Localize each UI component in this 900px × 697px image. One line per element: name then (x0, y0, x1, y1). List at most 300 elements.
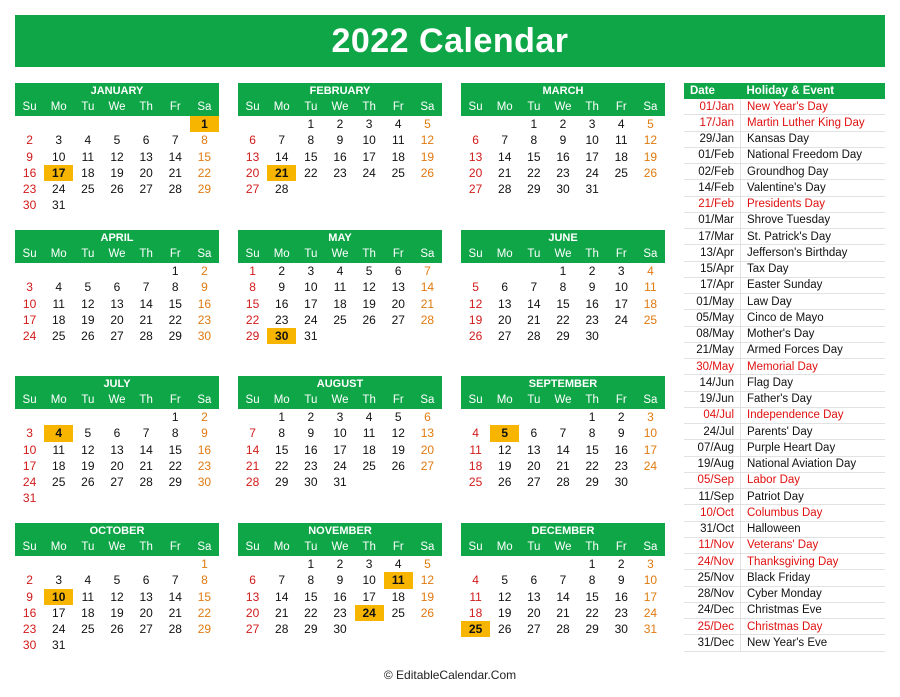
day-cell: 15 (168, 442, 182, 457)
week-row (461, 474, 665, 490)
day-cell: 12 (391, 426, 405, 441)
weekday-label: Fr (169, 248, 181, 260)
day-cell: 25 (614, 165, 628, 180)
day-cell: 22 (585, 458, 599, 473)
week-row (461, 409, 665, 425)
weekday-label: Tu (304, 101, 318, 113)
day-cell: 22 (197, 605, 212, 620)
day-cell: 21 (168, 605, 182, 620)
holiday-row (684, 537, 885, 553)
holiday-name: National Aviation Day (741, 456, 886, 472)
weekday-label: Th (585, 101, 599, 113)
week-row (238, 296, 442, 312)
day-cell: 16 (197, 296, 212, 311)
empty-day-cell (161, 556, 190, 572)
week-row (238, 409, 442, 425)
holiday-date: 14/Feb (684, 180, 741, 196)
day-cell: 6 (472, 133, 479, 148)
day-cell: 25 (391, 605, 405, 620)
day-cell: 30 (22, 198, 37, 213)
day-cell: 19 (110, 165, 124, 180)
day-cell: 24 (52, 182, 66, 197)
holiday-date: 05/May (684, 310, 741, 326)
empty-day-cell (44, 263, 73, 279)
holiday-row (684, 310, 885, 326)
month-name: OCTOBER (15, 523, 219, 539)
week-row (461, 165, 665, 181)
day-cell: 3 (26, 426, 33, 441)
empty-day-cell (102, 556, 131, 572)
holiday-name: Armed Forces Day (741, 342, 886, 358)
empty-day-cell (44, 409, 73, 425)
day-cell: 19 (420, 589, 435, 604)
day-cell: 5 (365, 264, 373, 278)
month-may (238, 230, 442, 344)
empty-day-cell (461, 263, 490, 279)
empty-day-cell (15, 409, 44, 425)
day-cell: 17 (362, 149, 376, 164)
weekday-label: Sa (420, 101, 435, 113)
day-cell: 8 (559, 280, 567, 295)
day-cell: 7 (424, 264, 431, 278)
day-cell: 29 (556, 329, 570, 344)
empty-day-cell (44, 556, 73, 572)
holiday-row (684, 115, 885, 131)
day-cell: 14 (139, 296, 153, 311)
day-cell: 13 (245, 149, 260, 164)
holiday-date: 04/Jul (684, 407, 741, 423)
day-cell: 26 (498, 475, 512, 490)
day-cell: 14 (245, 442, 260, 457)
week-row (461, 589, 665, 605)
day-cell: 16 (333, 149, 347, 164)
weekday-label: Sa (420, 541, 435, 553)
day-cell: 13 (139, 589, 153, 604)
day-cell: 2 (26, 573, 33, 588)
empty-day-cell (355, 181, 384, 197)
empty-day-cell (519, 556, 548, 572)
day-cell: 3 (55, 573, 63, 588)
holiday-name: St. Patrick's Day (741, 229, 886, 245)
month-name: JULY (15, 376, 219, 392)
weekday-label: Sa (643, 394, 658, 406)
day-cell: 26 (391, 458, 405, 473)
day-cell: 24 (614, 312, 628, 327)
month-march (461, 83, 665, 197)
weekday-label: Su (468, 541, 483, 553)
weekday-label: Su (468, 248, 483, 260)
day-cell: 1 (171, 410, 179, 424)
day-cell: 27 (468, 182, 483, 197)
holiday-date: 19/Jun (684, 391, 741, 407)
day-cell: 10 (52, 149, 66, 164)
day-cell: 4 (617, 117, 625, 131)
holiday-name: Parents' Day (741, 424, 886, 440)
month-september (461, 376, 665, 490)
day-cell: 13 (498, 296, 512, 311)
day-cell: 23 (614, 458, 628, 473)
day-cell: 15 (556, 296, 570, 311)
day-cell: 29 (304, 622, 318, 637)
empty-day-cell (132, 556, 161, 572)
holiday-row (684, 424, 885, 440)
day-cell: 18 (391, 149, 405, 164)
day-cell: 1 (588, 557, 596, 571)
day-cell: 21 (168, 165, 182, 180)
weekday-label: Tu (527, 101, 541, 113)
holiday-row (684, 635, 885, 651)
holiday-name: Martin Luther King Day (741, 115, 886, 131)
day-cell: 5 (647, 117, 654, 131)
day-cell: 5 (472, 280, 479, 295)
day-cell: 6 (249, 573, 256, 588)
week-row (238, 589, 442, 605)
holiday-table-header (684, 83, 885, 99)
week-row (238, 425, 442, 441)
day-cell: 3 (55, 133, 63, 148)
holiday-row (684, 326, 885, 342)
day-cell: 29 (585, 475, 599, 490)
day-cell: 2 (617, 410, 625, 424)
empty-day-cell (384, 328, 413, 344)
weekday-header (15, 246, 219, 263)
day-cell: 23 (556, 165, 570, 180)
holiday-date: 17/Apr (684, 277, 741, 293)
week-row (15, 605, 219, 621)
holiday-date: 24/Jul (684, 424, 741, 440)
empty-day-cell (102, 116, 131, 132)
holiday-date: 01/Jan (684, 99, 741, 115)
day-cell: 8 (201, 133, 208, 148)
day-cell: 31 (52, 638, 66, 653)
day-cell: 23 (333, 605, 347, 620)
day-cell: 17 (22, 458, 37, 473)
holiday-row (684, 391, 885, 407)
weekday-label: We (554, 248, 572, 260)
day-cell: 29 (197, 622, 212, 637)
day-cell: 16 (333, 589, 347, 604)
day-cell: 13 (139, 149, 153, 164)
weekday-label: We (108, 248, 126, 260)
holiday-row (684, 619, 885, 635)
day-cell: 20 (139, 605, 153, 620)
day-cell: 11 (333, 280, 347, 295)
weekday-label: We (554, 541, 572, 553)
empty-day-cell (548, 409, 577, 425)
week-row (238, 605, 442, 621)
day-cell: 4 (365, 410, 373, 424)
week-row (238, 474, 442, 490)
day-cell: 30 (585, 329, 599, 344)
day-cell: 7 (142, 426, 150, 441)
day-cell: 7 (171, 133, 179, 148)
day-cell: 20 (527, 458, 541, 473)
holiday-date: 01/May (684, 294, 741, 310)
holiday-row (684, 212, 885, 228)
empty-day-cell (102, 409, 131, 425)
empty-day-cell (384, 474, 413, 490)
holiday-date: 24/Nov (684, 554, 741, 570)
weekday-label: We (554, 394, 572, 406)
empty-day-cell (161, 197, 190, 213)
page-title: 2022 Calendar (15, 15, 885, 67)
day-cell: 14 (527, 296, 541, 311)
day-cell: 28 (420, 312, 435, 327)
holiday-row (684, 245, 885, 261)
week-row (461, 605, 665, 621)
holiday-row (684, 570, 885, 586)
holiday-table (684, 83, 885, 652)
day-cell: 4 (472, 426, 479, 441)
day-cell: 12 (110, 149, 124, 164)
day-cell: 5 (424, 117, 431, 131)
empty-day-cell (73, 116, 102, 132)
day-cell: 13 (420, 426, 435, 441)
holiday-row (684, 131, 885, 147)
week-row (238, 572, 442, 588)
empty-day-cell (413, 181, 442, 197)
month-name: APRIL (15, 230, 219, 246)
empty-day-cell (238, 116, 267, 132)
day-cell: 15 (585, 442, 599, 457)
weekday-label: Su (22, 101, 37, 113)
day-cell: 8 (588, 573, 596, 588)
day-cell: 19 (468, 312, 483, 327)
holiday-date: 07/Aug (684, 440, 741, 456)
weekday-label: Sa (197, 248, 212, 260)
day-cell: 31 (333, 475, 347, 490)
day-cell: 30 (197, 475, 212, 490)
weekday-label: Mo (496, 541, 513, 553)
weekday-label: Mo (273, 101, 290, 113)
day-cell: 21 (267, 165, 296, 181)
day-cell: 2 (559, 117, 567, 131)
day-cell: 19 (81, 458, 95, 473)
empty-day-cell (132, 490, 161, 506)
day-cell: 20 (498, 312, 512, 327)
day-cell: 7 (171, 573, 179, 588)
day-cell: 30 (333, 622, 347, 637)
day-cell: 13 (245, 589, 260, 604)
empty-day-cell (161, 490, 190, 506)
day-cell: 26 (643, 165, 658, 180)
weekday-label: Tu (527, 394, 541, 406)
weekday-label: Su (468, 394, 483, 406)
weekday-label: Th (139, 394, 153, 406)
empty-day-cell (15, 263, 44, 279)
week-row (15, 556, 219, 572)
holiday-row (684, 489, 885, 505)
day-cell: 28 (527, 329, 541, 344)
weekday-label: Fr (392, 541, 404, 553)
day-cell: 13 (468, 149, 483, 164)
empty-day-cell (161, 116, 190, 132)
day-cell: 10 (585, 133, 599, 148)
weekday-header (461, 246, 665, 263)
day-cell: 19 (498, 458, 512, 473)
month-february (238, 83, 442, 197)
weekday-label: Su (245, 394, 260, 406)
day-cell: 28 (498, 182, 512, 197)
day-cell: 11 (52, 442, 65, 457)
day-cell: 26 (110, 182, 124, 197)
empty-day-cell (355, 474, 384, 490)
day-cell: 28 (556, 475, 570, 490)
holiday-date: 05/Sep (684, 472, 741, 488)
holiday-row (684, 342, 885, 358)
holiday-row (684, 147, 885, 163)
day-cell: 16 (22, 165, 37, 180)
month-january (15, 83, 219, 214)
weekday-header (238, 392, 442, 409)
week-row (15, 181, 219, 197)
holiday-name: Cinco de Mayo (741, 310, 886, 326)
day-cell: 4 (44, 425, 73, 441)
weekday-label: Fr (392, 101, 404, 113)
day-cell: 29 (168, 329, 182, 344)
day-cell: 3 (307, 264, 315, 278)
holiday-row (684, 99, 885, 115)
day-cell: 3 (365, 557, 373, 571)
holiday-row (684, 229, 885, 245)
holiday-name: Memorial Day (741, 359, 886, 375)
day-cell: 9 (617, 573, 625, 588)
day-cell: 27 (527, 475, 541, 490)
day-cell: 8 (588, 426, 596, 441)
day-cell: 10 (22, 442, 37, 457)
weekday-header (238, 539, 442, 556)
day-cell: 23 (197, 458, 212, 473)
day-cell: 3 (336, 410, 344, 424)
day-cell: 26 (420, 165, 435, 180)
month-december (461, 523, 665, 637)
holiday-row (684, 407, 885, 423)
holiday-date: 25/Nov (684, 570, 741, 586)
day-cell: 19 (110, 605, 124, 620)
month-name: MARCH (461, 83, 665, 99)
day-cell: 16 (22, 605, 37, 620)
week-row (238, 312, 442, 328)
day-cell: 2 (307, 410, 315, 424)
day-cell: 12 (81, 296, 95, 311)
day-cell: 2 (617, 557, 625, 571)
empty-day-cell (132, 263, 161, 279)
weekday-label: Sa (197, 394, 212, 406)
holiday-name: Easter Sunday (741, 277, 886, 293)
day-cell: 25 (81, 622, 95, 637)
day-cell: 24 (585, 165, 599, 180)
weekday-label: Tu (304, 394, 318, 406)
weekday-label: Fr (392, 394, 404, 406)
holiday-name: Thanksgiving Day (741, 554, 886, 570)
day-cell: 23 (333, 165, 347, 180)
day-cell: 12 (498, 442, 512, 457)
day-cell: 5 (501, 573, 509, 588)
week-row (15, 409, 219, 425)
empty-day-cell (267, 116, 296, 132)
month-name: DECEMBER (461, 523, 665, 539)
weekday-label: Th (362, 541, 376, 553)
day-cell: 3 (647, 557, 654, 571)
week-row (461, 621, 665, 637)
holiday-row (684, 180, 885, 196)
holiday-row (684, 505, 885, 521)
weekday-label: Fr (169, 541, 181, 553)
empty-day-cell (461, 409, 490, 425)
day-cell: 29 (168, 475, 182, 490)
day-cell: 18 (391, 589, 405, 604)
day-cell: 10 (22, 296, 37, 311)
holiday-date-header: Date (684, 83, 741, 99)
day-cell: 25 (643, 312, 658, 327)
week-row (238, 621, 442, 637)
day-cell: 7 (501, 133, 509, 148)
day-cell: 31 (585, 182, 599, 197)
empty-day-cell (190, 490, 219, 506)
day-cell: 2 (336, 557, 344, 571)
holiday-name: Halloween (741, 521, 886, 537)
day-cell: 17 (585, 149, 599, 164)
weekday-label: Tu (81, 101, 95, 113)
day-cell: 11 (81, 589, 95, 604)
week-row (238, 556, 442, 572)
empty-day-cell (355, 621, 384, 637)
week-row (15, 621, 219, 637)
day-cell: 4 (647, 264, 654, 278)
day-cell: 3 (588, 117, 596, 131)
day-cell: 2 (588, 264, 596, 278)
weekday-label: Tu (304, 248, 318, 260)
day-cell: 18 (52, 312, 66, 327)
day-cell: 11 (52, 296, 65, 311)
day-cell: 10 (362, 133, 376, 148)
day-cell: 6 (249, 133, 256, 148)
day-cell: 15 (304, 149, 318, 164)
holiday-date: 31/Oct (684, 521, 741, 537)
week-row (15, 263, 219, 279)
day-cell: 27 (498, 329, 512, 344)
holiday-row (684, 277, 885, 293)
month-october (15, 523, 219, 654)
week-row (15, 572, 219, 588)
day-cell: 7 (278, 133, 286, 148)
weekday-label: Sa (643, 541, 658, 553)
weekday-label: Mo (273, 394, 290, 406)
weekday-label: Th (362, 101, 376, 113)
day-cell: 22 (585, 605, 599, 620)
day-cell: 22 (197, 165, 212, 180)
day-cell: 14 (498, 149, 512, 164)
day-cell: 9 (336, 573, 344, 588)
day-cell: 25 (333, 312, 347, 327)
day-cell: 24 (22, 475, 37, 490)
day-cell: 9 (559, 133, 567, 148)
day-cell: 27 (245, 622, 260, 637)
weekday-label: Su (468, 101, 483, 113)
day-cell: 17 (304, 296, 318, 311)
day-cell: 9 (617, 426, 625, 441)
day-cell: 19 (643, 149, 658, 164)
day-cell: 18 (333, 296, 347, 311)
day-cell: 5 (84, 280, 92, 295)
day-cell: 1 (559, 264, 567, 278)
day-cell: 1 (201, 557, 208, 571)
day-cell: 13 (110, 442, 124, 457)
empty-day-cell (636, 181, 665, 197)
empty-day-cell (490, 556, 519, 572)
holiday-row (684, 196, 885, 212)
day-cell: 26 (81, 329, 95, 344)
